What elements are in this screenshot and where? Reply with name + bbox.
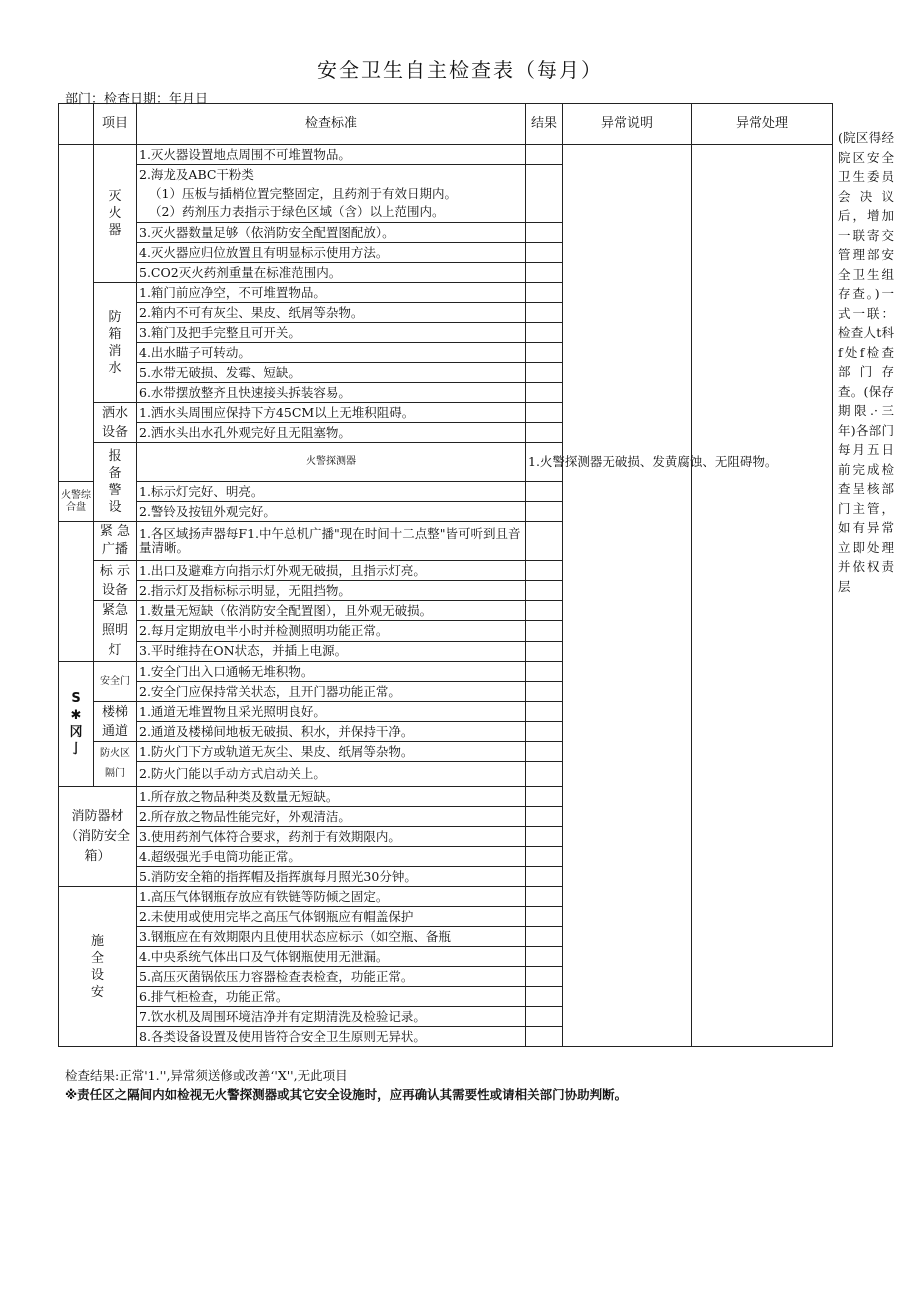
result-cell[interactable]	[526, 482, 563, 502]
result-cell[interactable]	[526, 967, 563, 987]
result-cell[interactable]	[526, 641, 563, 661]
criterion: 1.所存放之物品种类及数量无短缺。	[137, 787, 526, 807]
result-cell[interactable]	[526, 927, 563, 947]
result-cell[interactable]	[526, 601, 563, 621]
category-broadcast: 紧 急广播	[94, 522, 137, 561]
criterion: 1.各区域扬声器每F1.中午总机广播"现在时间十二点整"皆可听到且音量清晰。	[137, 522, 526, 561]
header-result: 结果	[526, 104, 563, 145]
criterion: 4.超级强光手电筒功能正常。	[137, 847, 526, 867]
result-cell[interactable]	[526, 363, 563, 383]
result-cell[interactable]	[526, 807, 563, 827]
criterion: 2.洒水头出水孔外观完好且无阻塞物。	[137, 423, 526, 443]
result-cell[interactable]	[526, 867, 563, 887]
result-cell[interactable]	[526, 223, 563, 243]
criterion: 3.灭火器数量足够（依消防安全配置图配放）。	[137, 223, 526, 243]
result-cell[interactable]	[526, 662, 563, 682]
criterion: 1.火警探测器无破损、发黄腐蚀、无阻碍物。	[526, 443, 563, 482]
result-cell[interactable]	[526, 742, 563, 762]
category-emergency-light: 紧急照明灯	[94, 601, 137, 662]
criterion-line: 2.海龙及ABC干粉类	[139, 167, 254, 182]
result-cell[interactable]	[526, 762, 563, 787]
criterion: 3.钢瓶应在有效期限内且使用状态应标示（如空瓶、备瓶	[137, 927, 526, 947]
result-cell[interactable]	[526, 323, 563, 343]
result-cell[interactable]	[526, 702, 563, 722]
criterion: 7.饮水机及周围环境洁净并有定期清洗及检验记录。	[137, 1007, 526, 1027]
criterion: 1.标示灯完好、明亮。	[137, 482, 526, 502]
result-cell[interactable]	[526, 787, 563, 807]
category-fire-door: 防火区隔门	[94, 742, 137, 787]
criterion: 3.箱门及把手完整且可开关。	[137, 323, 526, 343]
criterion: 5.高压灭菌锅依压力容器检查表检查，功能正常。	[137, 967, 526, 987]
result-cell[interactable]	[526, 403, 563, 423]
result-cell[interactable]	[526, 682, 563, 702]
criterion: 8.各类设备设置及使用皆符合安全卫生原则无异状。	[137, 1027, 526, 1047]
category-sign: 标 示设备	[94, 561, 137, 601]
criterion: 2.防火门能以手动方式启动关上。	[137, 762, 526, 787]
result-cell[interactable]	[526, 947, 563, 967]
category-facility-safety: 施全设安	[59, 887, 137, 1047]
criterion-line: （1）压板与插梢位置完整固定，且药剂于有效日期内。	[149, 186, 457, 201]
criterion: 4.灭火器应归位放置且有明显标示使用方法。	[137, 243, 526, 263]
category-evacuation-group: S✱冈亅	[59, 662, 94, 787]
category-equipment-box: 消防器材（消防安全箱）	[59, 787, 137, 887]
side-note: (院区得经院区安全卫生委员会决议后，增加一联寄交管理部安全卫生组存查。)一式一联：检查人t科f处f检查部门存查。(保存期限.·三年)各部门每月五日前完成检查呈核部门主管，如有异常立即处理并依权责层	[838, 130, 894, 594]
footer-note: ※责任区之隔间内如检视无火警探测器或其它安全设施时，应再确认其需要性或请相关部门协助判断。	[65, 1087, 628, 1102]
category-stairway: 楼梯通道	[94, 702, 137, 742]
result-cell[interactable]	[526, 1027, 563, 1047]
result-cell[interactable]	[526, 343, 563, 363]
criterion: 4.出水瞄子可转动。	[137, 343, 526, 363]
header-note: 异常说明	[563, 104, 692, 145]
department-date-line: 部门：检查日期：年月日	[65, 92, 209, 107]
result-cell[interactable]	[526, 145, 563, 165]
category-alarm-group: 报备警设	[94, 443, 137, 522]
criterion: 5.水带无破损、发霉、短缺。	[137, 363, 526, 383]
result-cell[interactable]	[526, 522, 563, 561]
criterion: 1.出口及避难方向指示灯外观无破损，且指示灯亮。	[137, 561, 526, 581]
result-cell[interactable]	[526, 423, 563, 443]
criterion: 6.排气柜检查，功能正常。	[137, 987, 526, 1007]
criterion: 5.CO2灭火药剂重量在标准范围内。	[137, 263, 526, 283]
result-cell[interactable]	[526, 383, 563, 403]
criterion: 2.所存放之物品性能完好，外观清洁。	[137, 807, 526, 827]
category-alarm-detector: 火警探测器	[137, 443, 526, 482]
result-cell[interactable]	[526, 847, 563, 867]
criterion: 1.箱门前应净空，不可堆置物品。	[137, 283, 526, 303]
abnormal-handle-cell[interactable]	[692, 145, 833, 1047]
criterion: 3.使用药剂气体符合要求，药剂于有效期限内。	[137, 827, 526, 847]
criterion: 1.防火门下方或轨道无灰尘、果皮、纸屑等杂物。	[137, 742, 526, 762]
header-standard: 检查标准	[137, 104, 526, 145]
criterion: 1.高压气体钢瓶存放应有铁链等防倾之固定。	[137, 887, 526, 907]
result-legend: 检查结果:正常'1.'',异常须送修或改善‘'X'',无此项目	[65, 1068, 348, 1083]
result-cell[interactable]	[526, 1007, 563, 1027]
criterion: 3.平时维持在ON状态，并插上电源。	[137, 641, 526, 661]
result-cell[interactable]	[526, 907, 563, 927]
header-blank	[59, 104, 94, 145]
result-cell[interactable]	[526, 987, 563, 1007]
abnormal-note-cell[interactable]	[563, 145, 692, 1047]
result-cell[interactable]	[526, 887, 563, 907]
criterion: 2.安全门应保持常关状态，且开门器功能正常。	[137, 682, 526, 702]
category-alarm-panel: 火警综合盘	[59, 482, 94, 522]
criterion: 2.箱内不可有灰尘、果皮、纸屑等杂物。	[137, 303, 526, 323]
category-evac-blank	[59, 522, 94, 662]
criterion	[137, 165, 526, 223]
criterion-line: （2）药剂压力表指示于绿色区域（含）以上范围内。	[149, 204, 445, 219]
criterion: 2.未使用或使用完毕之高压气体钢瓶应有帽盖保护	[137, 907, 526, 927]
criterion: 1.数量无短缺（依消防安全配置图），且外观无破损。	[137, 601, 526, 621]
criterion: 1.安全门出入口通畅无堆积物。	[137, 662, 526, 682]
criterion: 1.洒水头周围应保持下方45CM以上无堆积阻碍。	[137, 403, 526, 423]
criterion: 2.每月定期放电半小时并检测照明功能正常。	[137, 621, 526, 641]
result-cell[interactable]	[526, 263, 563, 283]
criterion: 4.中央系统气体出口及气体钢瓶使用无泄漏。	[137, 947, 526, 967]
result-cell[interactable]	[526, 243, 563, 263]
result-cell[interactable]	[526, 283, 563, 303]
result-cell[interactable]	[526, 621, 563, 641]
category-hydrant-box: 防箱消水	[94, 283, 137, 403]
result-cell[interactable]	[526, 165, 563, 223]
criterion: 2.通道及楼梯间地板无破损、积水，并保持干净。	[137, 722, 526, 742]
category-fire-extinguisher: 灭火器	[94, 145, 137, 283]
page-title: 安全卫生自主检查表（每月）	[317, 58, 603, 82]
criterion: 1.灭火器设置地点周围不可堆置物品。	[137, 145, 526, 165]
criterion: 2.指示灯及指标标示明显，无阻挡物。	[137, 581, 526, 601]
criterion: 1.通道无堆置物且采光照明良好。	[137, 702, 526, 722]
result-cell[interactable]	[526, 581, 563, 601]
result-cell[interactable]	[526, 561, 563, 581]
result-cell[interactable]	[526, 827, 563, 847]
category-sprinkler: 洒水设备	[94, 403, 137, 443]
header-handle: 异常处理	[692, 104, 833, 145]
header-item: 项目	[94, 104, 137, 145]
category-safety-door: 安全门	[94, 662, 137, 702]
result-cell[interactable]	[526, 303, 563, 323]
criterion: 6.水带摆放整齐且快速接头拆装容易。	[137, 383, 526, 403]
result-cell[interactable]	[526, 722, 563, 742]
result-cell[interactable]	[526, 502, 563, 522]
criterion: 5.消防安全箱的指挥帽及指挥旗每月照光30分钟。	[137, 867, 526, 887]
category-fire-group	[59, 145, 94, 482]
inspection-table	[58, 103, 833, 1047]
criterion: 2.警铃及按钮外观完好。	[137, 502, 526, 522]
